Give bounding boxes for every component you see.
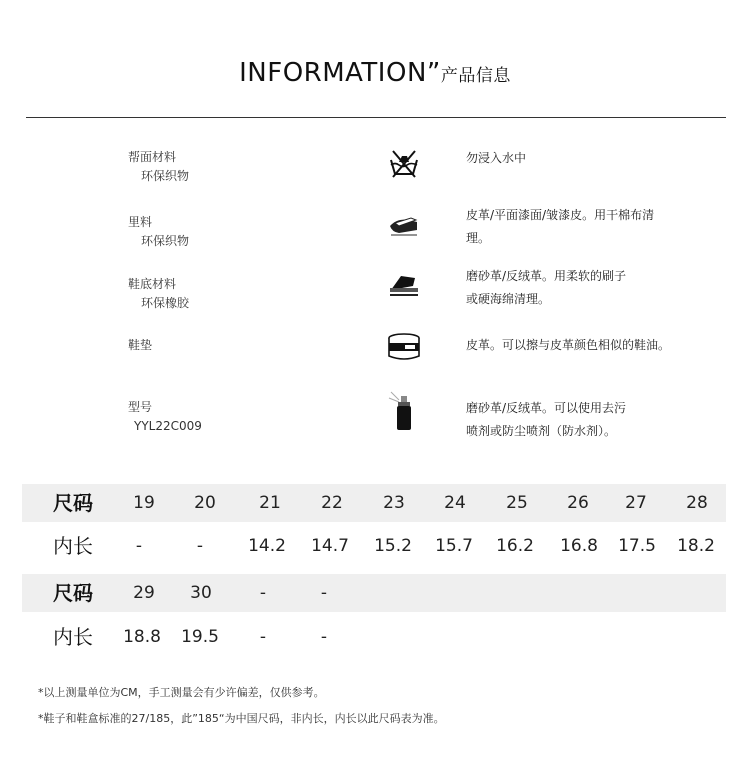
length-cell: - xyxy=(320,627,328,647)
care-line: 勿浸入水中 xyxy=(466,151,527,165)
brush-icon xyxy=(387,266,421,300)
header-divider xyxy=(26,117,726,118)
care-line: 磨砂革/反绒革。可以使用去污 xyxy=(466,401,627,415)
length-cell: 18.8 xyxy=(123,627,161,647)
length-cell: 16.8 xyxy=(560,536,598,556)
material-value: 环保橡胶 xyxy=(141,296,190,310)
material-lining xyxy=(128,213,189,251)
title-english: INFORMATION” xyxy=(239,58,441,88)
size-cell: 20 xyxy=(194,493,216,513)
material-sole xyxy=(128,275,189,313)
shoe-polish-icon xyxy=(387,330,421,364)
spray-can-icon xyxy=(387,390,421,432)
care-line: 皮革。可以擦与皮革颜色相似的鞋油。 xyxy=(466,338,671,352)
size-cell: - xyxy=(320,583,328,603)
size-cell: 27 xyxy=(625,493,647,513)
length-cell: 17.5 xyxy=(618,536,656,556)
title-chinese: 产品信息 xyxy=(440,66,511,86)
size-cell: 22 xyxy=(321,493,343,513)
material-label: 帮面材料 xyxy=(128,150,177,164)
size-row xyxy=(22,574,726,612)
size-cell: 19 xyxy=(133,493,155,513)
length-cell: 14.2 xyxy=(248,536,286,556)
size-row xyxy=(22,484,726,522)
length-header: 内长 xyxy=(53,534,93,558)
model-label: 型号 xyxy=(128,400,153,414)
care-instruction xyxy=(466,397,706,443)
material-insole xyxy=(128,336,152,355)
model-number xyxy=(128,398,202,436)
size-cell: 26 xyxy=(567,493,589,513)
page-title xyxy=(0,58,750,88)
care-line: 皮革/平面漆面/皱漆皮。用干棉布清 xyxy=(466,208,655,222)
length-cell: 18.2 xyxy=(677,536,715,556)
no-soak-icon xyxy=(387,146,421,180)
material-value: 环保织物 xyxy=(141,234,190,248)
care-instruction xyxy=(466,204,706,250)
material-label: 鞋垫 xyxy=(128,338,153,352)
length-row xyxy=(22,618,726,656)
care-instruction xyxy=(466,334,706,357)
care-instruction xyxy=(466,265,706,311)
length-cell: 19.5 xyxy=(181,627,219,647)
material-label: 里料 xyxy=(128,215,153,229)
footnote: *鞋子和鞋盒标准的27/185，此”185“为中国尺码，非内长，内长以此尺码表为准。 xyxy=(38,712,445,725)
length-cell: 16.2 xyxy=(496,536,534,556)
footnote: *以上测量单位为CM，手工测量会有少许偏差，仅供参考。 xyxy=(38,686,325,699)
length-header: 内长 xyxy=(53,625,93,649)
material-value: 环保织物 xyxy=(141,169,190,183)
care-line: 喷剂或防尘喷剂（防水剂）。 xyxy=(466,424,617,438)
size-cell: 30 xyxy=(190,583,212,603)
size-header: 尺码 xyxy=(53,581,93,605)
length-cell: - xyxy=(196,536,204,556)
model-value: YYL22C009 xyxy=(134,419,202,433)
cloth-wipe-icon xyxy=(387,206,421,240)
care-line: 磨砂革/反绒革。用柔软的刷子 xyxy=(466,269,627,283)
care-line: 理。 xyxy=(466,231,491,245)
size-cell: - xyxy=(259,583,267,603)
size-cell: 24 xyxy=(444,493,466,513)
size-cell: 25 xyxy=(506,493,528,513)
material-upper xyxy=(128,148,189,186)
length-cell: - xyxy=(259,627,267,647)
material-label: 鞋底材料 xyxy=(128,277,177,291)
length-row xyxy=(22,527,726,565)
care-line: 或硬海绵清理。 xyxy=(466,292,551,306)
size-cell: 28 xyxy=(686,493,708,513)
size-cell: 21 xyxy=(259,493,281,513)
length-cell: 15.2 xyxy=(374,536,412,556)
size-header: 尺码 xyxy=(53,491,93,515)
size-cell: 29 xyxy=(133,583,155,603)
length-cell: 14.7 xyxy=(311,536,349,556)
care-instruction xyxy=(466,147,706,170)
length-cell: 15.7 xyxy=(435,536,473,556)
length-cell: - xyxy=(135,536,143,556)
size-cell: 23 xyxy=(383,493,405,513)
